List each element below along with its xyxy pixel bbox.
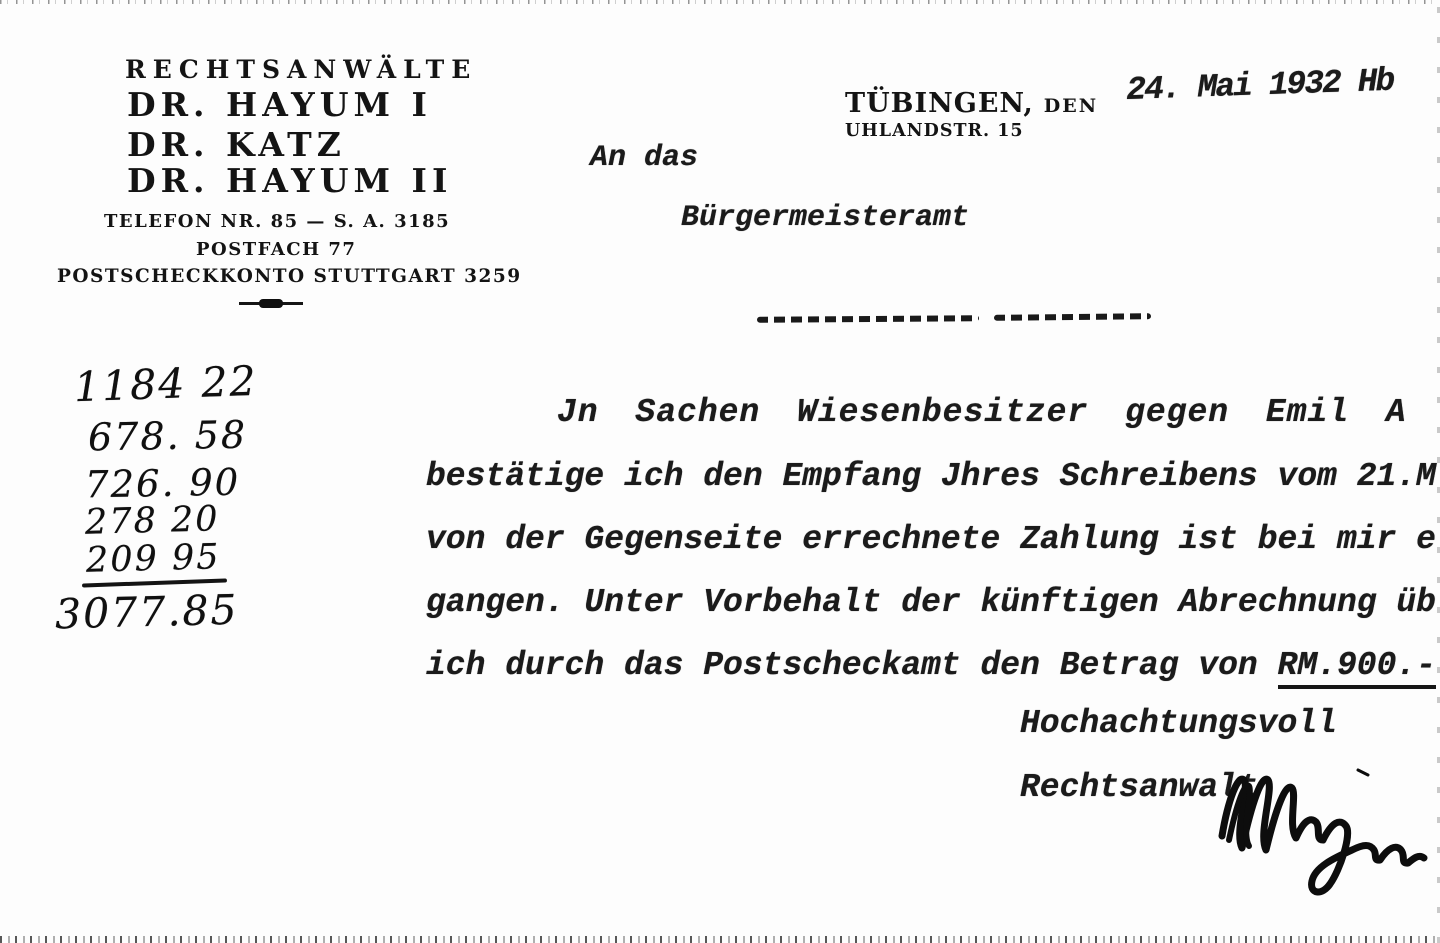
body-line-4: gangen. Unter Vorbehalt der künftigen Abrechnung üb xyxy=(426,584,1436,621)
letterhead-name-hayum1: DR. HAYUM I xyxy=(127,85,432,124)
body-line-5 xyxy=(426,647,1436,684)
dateline-den: DEN xyxy=(1043,95,1099,117)
dateline-street: UHLANDSTR. 15 xyxy=(845,121,1024,141)
calc-entry-2: 678. 58 xyxy=(87,412,248,460)
closing-line: Hochachtungsvoll xyxy=(1020,705,1337,742)
letterhead-postscheckkonto-line: POSTSCHECKKONTO STUTTGART 3259 xyxy=(57,266,522,287)
calc-total: 3077.85 xyxy=(54,585,240,639)
divider-dashes-left xyxy=(757,315,979,323)
letterhead-name-hayum2: DR. HAYUM II xyxy=(127,161,453,200)
ornament-line xyxy=(239,302,303,305)
letterhead-title: RECHTSANWÄLTE xyxy=(125,55,478,84)
letterhead-postfach-line: POSTFACH 77 xyxy=(196,239,357,260)
letterhead-telefon-line: TELEFON NR. 85 — S. A. 3185 xyxy=(104,211,451,232)
signoff-title: Rechtsanwalt xyxy=(1020,769,1258,806)
typed-date: 24. Mai 1932 Hb xyxy=(1125,62,1394,109)
scan-noise-top xyxy=(0,0,1440,4)
amount-underlined: RM.900.- xyxy=(1278,647,1436,689)
calc-entry-1: 1184 22 xyxy=(73,356,259,412)
dateline-city: TÜBINGEN, xyxy=(845,88,1034,119)
body-line-1: Jn Sachen Wiesenbesitzer gegen Emil A xyxy=(557,394,1407,431)
letterhead-name-katz: DR. KATZ xyxy=(127,125,346,164)
calc-entry-5: 209 95 xyxy=(85,537,221,581)
recipient-name: Bürgermeisteramt xyxy=(681,201,970,235)
signature-scrawl xyxy=(1198,758,1438,903)
dateline xyxy=(845,88,1098,119)
body-line-2: bestätige ich den Empfang Jhres Schreibens vom 21.M xyxy=(426,458,1436,495)
recipient-salutation: An das xyxy=(590,141,699,175)
ornament-blob xyxy=(259,299,283,308)
letterhead-ornament xyxy=(239,299,303,302)
calc-entry-4: 278 20 xyxy=(84,499,220,543)
calc-entry-3: 726. 90 xyxy=(84,460,241,507)
divider-dashes-right xyxy=(994,313,1151,321)
body-line-3: von der Gegenseite errechnete Zahlung ist bei mir e xyxy=(426,521,1436,558)
scan-noise-bottom xyxy=(0,936,1440,943)
body-line-5-text: ich durch das Postscheckamt den Betrag von xyxy=(426,647,1278,684)
